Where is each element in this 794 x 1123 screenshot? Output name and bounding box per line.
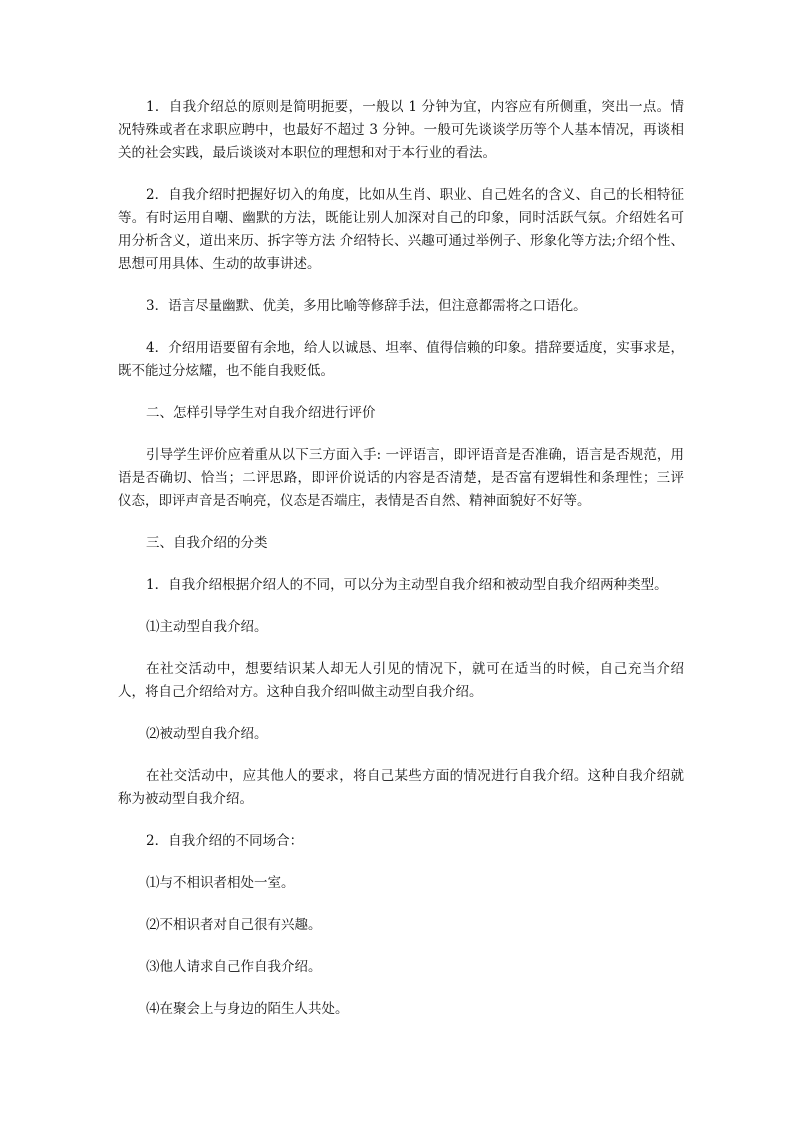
section-heading-evaluation: 二、怎样引导学生对自我介绍进行评价 xyxy=(146,405,376,421)
paragraph-angle: 2．自我介绍时把握好切入的角度，比如从生肖、职业、自己姓名的含义、自己的长相特征等。有时运用自嘲、幽默的方法，既能让别人加深对自己的印象，同时活跃气氛。介绍姓名可用分析含义，道出来历、拆字等方法 介绍特长、兴趣可通过举例子、形象化等方法;介绍个性、思想可用具体、生动的故事讲述。 xyxy=(118,187,684,272)
document-body xyxy=(118,96,684,1040)
paragraph-active: 在社交活动中，想要结识某人却无人引见的情况下，就可在适当的时候，自己充当介绍人，将自己介绍给对方。这种自我介绍叫做主动型自我介绍。 xyxy=(118,661,684,700)
paragraph-wording: 4．介绍用语要留有余地，给人以诚恳、坦率、值得信赖的印象。措辞要适度，实事求是，既不能过分炫耀，也不能自我贬低。 xyxy=(118,340,684,379)
list-item: ⑵不相识者对自己很有兴趣。 xyxy=(146,917,322,933)
subheading-occasions: 2．自我介绍的不同场合： xyxy=(146,833,304,849)
paragraph-passive: 在社交活动中，应其他人的要求，将自己某些方面的情况进行自我介绍。这种自我介绍就称为被动型自我介绍。 xyxy=(118,768,684,807)
paragraph-language: 3．语言尽量幽默、优美，多用比喻等修辞手法，但注意都需将之口语化。 xyxy=(146,298,587,314)
list-item: ⑷在聚会上与身边的陌生人共处。 xyxy=(146,1001,349,1017)
subheading-active: ⑴主动型自我介绍。 xyxy=(146,619,268,635)
list-item: ⑴与不相识者相处一室。 xyxy=(146,875,295,891)
list-item: ⑶他人请求自己作自我介绍。 xyxy=(146,959,322,975)
subheading-passive: ⑵被动型自我介绍。 xyxy=(146,726,268,742)
paragraph-evaluation: 引导学生评价应着重从以下三方面入手: 一评语言，即评语音是否准确，语言是否规范，用语是否确切、恰当；二评思路，即评价说话的内容是否清楚，是否富有逻辑性和条理性；三评仪态，即评声音是否响亮，仪态是否端庄，表情是否自然、精神面貌好不好等。 xyxy=(118,447,684,509)
section-heading-classification: 三、自我介绍的分类 xyxy=(146,535,268,551)
paragraph-principle: 1．自我介绍总的原则是简明扼要，一般以 1 分钟为宜，内容应有所侧重，突出一点。情况特殊或者在求职应聘中，也最好不超过 3 分钟。一般可先谈谈学历等个人基本情况，再谈相关的社会实践，最后谈谈对本职位的理想和对于本行业的看法。 xyxy=(118,99,684,161)
paragraph-types: 1．自我介绍根据介绍人的不同，可以分为主动型自我介绍和被动型自我介绍两种类型。 xyxy=(146,577,668,593)
